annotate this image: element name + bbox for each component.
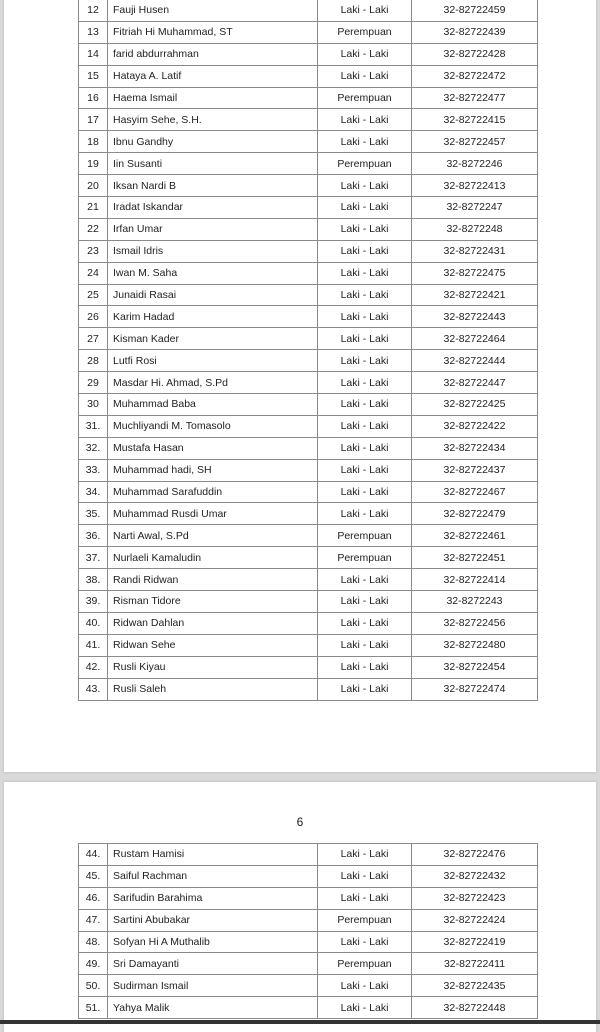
- member-name: Haema Ismail: [108, 87, 318, 109]
- row-number: 25: [79, 284, 108, 306]
- row-number: 23: [79, 240, 108, 262]
- member-name: Iwan M. Saha: [108, 262, 318, 284]
- table-row: [79, 87, 538, 109]
- member-name: Fauji Husen: [108, 0, 318, 21]
- row-number: 18: [79, 131, 108, 153]
- document-page-5: [4, 0, 596, 772]
- member-name: Randi Ridwan: [108, 569, 318, 591]
- row-number: 40.: [79, 612, 108, 634]
- member-id: 32-82722444: [412, 350, 538, 372]
- table-row: [79, 997, 538, 1019]
- table-row: [79, 415, 538, 437]
- member-gender: Laki - Laki: [318, 569, 412, 591]
- member-id: 32-82722432: [412, 865, 538, 887]
- table-row: [79, 612, 538, 634]
- row-number: 51.: [79, 997, 108, 1019]
- member-id: 32-82722474: [412, 678, 538, 700]
- member-name: Narti Awal, S.Pd: [108, 525, 318, 547]
- member-id: 32-82722413: [412, 175, 538, 197]
- member-gender: Laki - Laki: [318, 218, 412, 240]
- row-number: 13: [79, 21, 108, 43]
- member-id: 32-82722477: [412, 87, 538, 109]
- member-id: 32-82722424: [412, 909, 538, 931]
- member-name: Irfan Umar: [108, 218, 318, 240]
- row-number: 29: [79, 372, 108, 394]
- table-row: [79, 844, 538, 866]
- table-row: [79, 656, 538, 678]
- member-gender: Laki - Laki: [318, 0, 412, 21]
- table-row: [79, 437, 538, 459]
- member-name: Rusli Saleh: [108, 678, 318, 700]
- member-gender: Laki - Laki: [318, 591, 412, 613]
- member-name: Hataya A. Latif: [108, 65, 318, 87]
- member-id: 32-82722476: [412, 844, 538, 866]
- row-number: 35.: [79, 503, 108, 525]
- row-number: 21: [79, 197, 108, 219]
- member-gender: Laki - Laki: [318, 306, 412, 328]
- row-number: 31.: [79, 415, 108, 437]
- row-number: 12: [79, 0, 108, 21]
- table-row: [79, 175, 538, 197]
- member-name: Junaidi Rasai: [108, 284, 318, 306]
- member-id: 32-8272248: [412, 218, 538, 240]
- member-id: 32-8272247: [412, 197, 538, 219]
- row-number: 24: [79, 262, 108, 284]
- member-name: Muchliyandi M. Tomasolo: [108, 415, 318, 437]
- member-name: Rusli Kiyau: [108, 656, 318, 678]
- member-gender: Perempuan: [318, 953, 412, 975]
- table-row: [79, 503, 538, 525]
- member-id: 32-82722425: [412, 394, 538, 416]
- member-gender: Laki - Laki: [318, 997, 412, 1019]
- table-row: [79, 394, 538, 416]
- member-name: Sudirman Ismail: [108, 975, 318, 997]
- row-number: 15: [79, 65, 108, 87]
- row-number: 34.: [79, 481, 108, 503]
- member-gender: Laki - Laki: [318, 437, 412, 459]
- row-number: 41.: [79, 634, 108, 656]
- member-id: 32-82722448: [412, 997, 538, 1019]
- row-number: 46.: [79, 887, 108, 909]
- row-number: 33.: [79, 459, 108, 481]
- member-gender: Laki - Laki: [318, 65, 412, 87]
- table-row: [79, 328, 538, 350]
- member-name: Ridwan Sehe: [108, 634, 318, 656]
- row-number: 47.: [79, 909, 108, 931]
- member-id: 32-82722464: [412, 328, 538, 350]
- table-row: [79, 153, 538, 175]
- member-id: 32-82722459: [412, 0, 538, 21]
- member-table: [78, 0, 538, 701]
- row-number: 27: [79, 328, 108, 350]
- member-gender: Laki - Laki: [318, 284, 412, 306]
- member-id: 32-82722475: [412, 262, 538, 284]
- member-name: farid abdurrahman: [108, 43, 318, 65]
- member-gender: Laki - Laki: [318, 240, 412, 262]
- member-gender: Laki - Laki: [318, 262, 412, 284]
- member-gender: Perempuan: [318, 87, 412, 109]
- row-number: 19: [79, 153, 108, 175]
- member-id: 32-82722419: [412, 931, 538, 953]
- table-row: [79, 262, 538, 284]
- row-number: 22: [79, 218, 108, 240]
- member-table-body: [79, 0, 538, 700]
- member-name: Sartini Abubakar: [108, 909, 318, 931]
- member-name: Ibnu Gandhy: [108, 131, 318, 153]
- member-id: 32-82722423: [412, 887, 538, 909]
- member-gender: Laki - Laki: [318, 43, 412, 65]
- member-gender: Laki - Laki: [318, 459, 412, 481]
- member-name: Muhammad Baba: [108, 394, 318, 416]
- row-number: 42.: [79, 656, 108, 678]
- member-gender: Laki - Laki: [318, 328, 412, 350]
- member-id: 32-82722467: [412, 481, 538, 503]
- table-row: [79, 43, 538, 65]
- member-name: Saiful Rachman: [108, 865, 318, 887]
- row-number: 45.: [79, 865, 108, 887]
- row-number: 14: [79, 43, 108, 65]
- member-name: Sri Damayanti: [108, 953, 318, 975]
- member-id: 32-82722472: [412, 65, 538, 87]
- member-name: Ismail Idris: [108, 240, 318, 262]
- table-row: [79, 197, 538, 219]
- member-name: Muhammad Rusdi Umar: [108, 503, 318, 525]
- row-number: 36.: [79, 525, 108, 547]
- member-name: Iradat Iskandar: [108, 197, 318, 219]
- member-id: 32-8272243: [412, 591, 538, 613]
- member-name: Sofyan Hi A Muthalib: [108, 931, 318, 953]
- member-id: 32-82722456: [412, 612, 538, 634]
- table-row: [79, 909, 538, 931]
- member-id: 32-82722454: [412, 656, 538, 678]
- table-row: [79, 547, 538, 569]
- member-name: Masdar Hi. Ahmad, S.Pd: [108, 372, 318, 394]
- member-id: 32-82722437: [412, 459, 538, 481]
- member-name: Iksan Nardi B: [108, 175, 318, 197]
- row-number: 44.: [79, 844, 108, 866]
- member-gender: Perempuan: [318, 909, 412, 931]
- member-gender: Laki - Laki: [318, 975, 412, 997]
- member-name: Ridwan Dahlan: [108, 612, 318, 634]
- member-gender: Laki - Laki: [318, 612, 412, 634]
- table-row: [79, 109, 538, 131]
- table-row: [79, 65, 538, 87]
- member-name: Sarifudin Barahima: [108, 887, 318, 909]
- table-row: [79, 975, 538, 997]
- member-name: Yahya Malik: [108, 997, 318, 1019]
- member-name: Kisman Kader: [108, 328, 318, 350]
- row-number: 49.: [79, 953, 108, 975]
- member-id: 32-82722479: [412, 503, 538, 525]
- member-gender: Laki - Laki: [318, 656, 412, 678]
- table-row: [79, 372, 538, 394]
- row-number: 16: [79, 87, 108, 109]
- table-row: [79, 21, 538, 43]
- row-number: 43.: [79, 678, 108, 700]
- member-gender: Laki - Laki: [318, 394, 412, 416]
- member-name: Iin Susanti: [108, 153, 318, 175]
- table-row: [79, 591, 538, 613]
- row-number: 48.: [79, 931, 108, 953]
- row-number: 32.: [79, 437, 108, 459]
- member-name: Risman Tidore: [108, 591, 318, 613]
- member-id: 32-82722447: [412, 372, 538, 394]
- row-number: 38.: [79, 569, 108, 591]
- member-id: 32-82722428: [412, 43, 538, 65]
- member-name: Hasyim Sehe, S.H.: [108, 109, 318, 131]
- row-number: 28: [79, 350, 108, 372]
- table-row: [79, 953, 538, 975]
- row-number: 50.: [79, 975, 108, 997]
- member-gender: Laki - Laki: [318, 109, 412, 131]
- row-number: 26: [79, 306, 108, 328]
- table-row: [79, 350, 538, 372]
- member-gender: Laki - Laki: [318, 931, 412, 953]
- table-row: [79, 569, 538, 591]
- member-gender: Laki - Laki: [318, 678, 412, 700]
- member-gender: Laki - Laki: [318, 844, 412, 866]
- member-id: 32-82722439: [412, 21, 538, 43]
- bottom-edge: [0, 1020, 600, 1024]
- page-number: 6: [296, 815, 304, 829]
- table-row: [79, 0, 538, 21]
- row-number: 30: [79, 394, 108, 416]
- member-name: Karim Hadad: [108, 306, 318, 328]
- member-id: 32-82722480: [412, 634, 538, 656]
- member-gender: Perempuan: [318, 153, 412, 175]
- member-id: 32-82722435: [412, 975, 538, 997]
- member-gender: Laki - Laki: [318, 887, 412, 909]
- row-number: 20: [79, 175, 108, 197]
- member-gender: Laki - Laki: [318, 197, 412, 219]
- table-row: [79, 459, 538, 481]
- member-name: Muhammad Sarafuddin: [108, 481, 318, 503]
- member-id: 32-82722421: [412, 284, 538, 306]
- member-table-body: [79, 844, 538, 1019]
- member-gender: Laki - Laki: [318, 503, 412, 525]
- member-name: Mustafa Hasan: [108, 437, 318, 459]
- table-row: [79, 481, 538, 503]
- member-id: 32-82722443: [412, 306, 538, 328]
- table-row: [79, 131, 538, 153]
- member-name: Muhammad hadi, SH: [108, 459, 318, 481]
- row-number: 17: [79, 109, 108, 131]
- member-gender: Laki - Laki: [318, 175, 412, 197]
- member-table: [78, 843, 538, 1019]
- member-gender: Perempuan: [318, 525, 412, 547]
- member-id: 32-82722451: [412, 547, 538, 569]
- member-gender: Perempuan: [318, 547, 412, 569]
- member-gender: Laki - Laki: [318, 481, 412, 503]
- member-id: 32-82722434: [412, 437, 538, 459]
- table-row: [79, 306, 538, 328]
- member-id: 32-82722415: [412, 109, 538, 131]
- member-id: 32-82722431: [412, 240, 538, 262]
- member-id: 32-82722411: [412, 953, 538, 975]
- member-name: Rustam Hamisi: [108, 844, 318, 866]
- member-id: 32-82722461: [412, 525, 538, 547]
- member-gender: Laki - Laki: [318, 634, 412, 656]
- member-gender: Laki - Laki: [318, 372, 412, 394]
- member-gender: Laki - Laki: [318, 415, 412, 437]
- member-name: Fitriah Hi Muhammad, ST: [108, 21, 318, 43]
- table-row: [79, 931, 538, 953]
- table-row: [79, 678, 538, 700]
- row-number: 37.: [79, 547, 108, 569]
- table-row: [79, 887, 538, 909]
- document-page-6: [4, 782, 596, 1032]
- table-row: [79, 634, 538, 656]
- member-gender: Laki - Laki: [318, 350, 412, 372]
- row-number: 39.: [79, 591, 108, 613]
- table-row: [79, 284, 538, 306]
- member-name: Lutfi Rosi: [108, 350, 318, 372]
- member-gender: Perempuan: [318, 21, 412, 43]
- table-row: [79, 218, 538, 240]
- member-id: 32-82722414: [412, 569, 538, 591]
- member-gender: Laki - Laki: [318, 131, 412, 153]
- member-name: Nurlaeli Kamaludin: [108, 547, 318, 569]
- member-gender: Laki - Laki: [318, 865, 412, 887]
- member-id: 32-82722457: [412, 131, 538, 153]
- member-id: 32-82722422: [412, 415, 538, 437]
- table-row: [79, 525, 538, 547]
- member-id: 32-8272246: [412, 153, 538, 175]
- table-row: [79, 240, 538, 262]
- table-row: [79, 865, 538, 887]
